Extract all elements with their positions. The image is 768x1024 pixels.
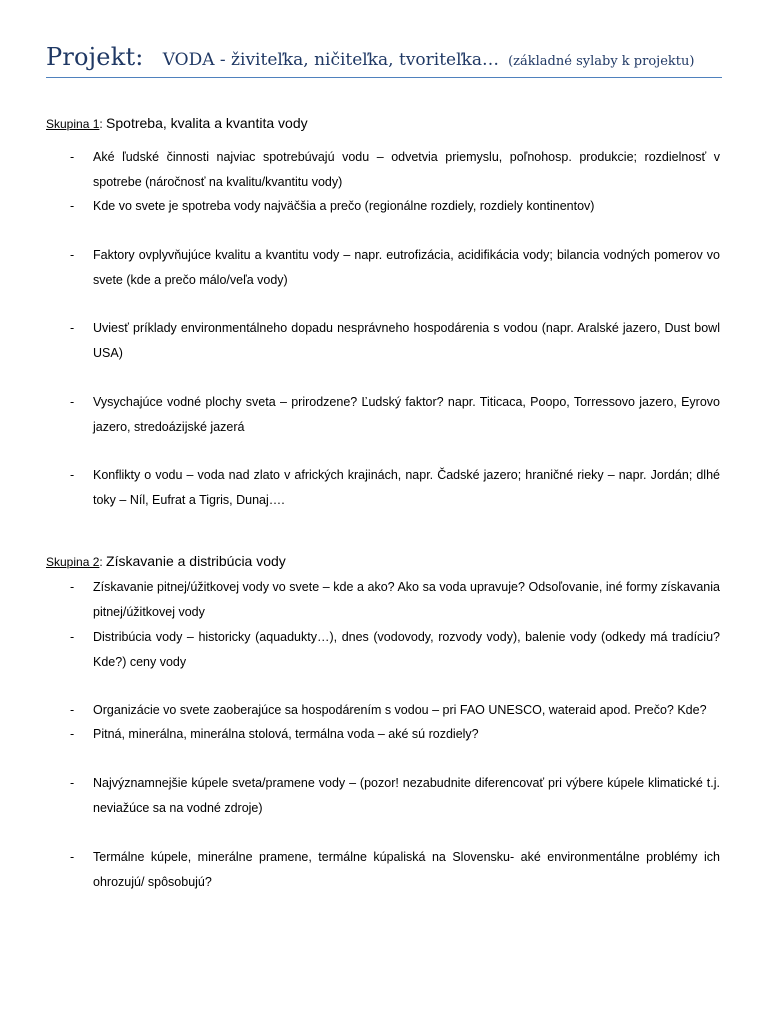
list-item-text: Získavanie pitnej/úžitkovej vody vo svete – kde a ako? Ako sa voda upravuje? Odsoľovanie, iné formy získavania pitnej/úžitkovej vody [93,580,720,619]
list-item [70,390,720,439]
bullet-dash: - [70,395,75,409]
group-1-separator: : [99,117,107,131]
bullet-dash: - [70,321,75,335]
group-2-heading [46,553,286,571]
list-item-text: Konflikty o vodu – voda nad zlato v afrických krajinách, napr. Čadské jazero; hraničné rieky – napr. Jordán; dlhé toky – Níl, Eufrat a Tigris, Dunaj…. [93,468,720,507]
list-item-text: Vysychajúce vodné plochy sveta – prirodzene? Ľudský faktor? napr. Titicaca, Poopo, Torressovo jazero, Eyrovo jazero, stredoázijské jazerá [93,395,720,434]
group-1-label: Skupina 1 [46,117,100,131]
list-item [70,243,720,292]
list-item [70,316,720,365]
bullet-dash: - [70,248,75,262]
list-item [70,845,720,894]
page-title [46,43,722,71]
group-2-title: Získavanie a distribúcia vody [106,553,286,569]
list-item [70,698,720,723]
list-item-text: Organizácie vo svete zaoberajúce sa hospodárením s vodou – pri FAO UNESCO, wateraid apod. Prečo? Kde? [93,703,707,717]
list-item [70,194,720,219]
list-item [70,575,720,624]
bullet-dash: - [70,199,75,213]
bullet-dash: - [70,580,75,594]
list-item [70,145,720,194]
group-1-title: Spotreba, kvalita a kvantita vody [106,115,308,131]
project-subtitle: (základné sylaby k projektu) [508,54,695,69]
bullet-dash: - [70,776,75,790]
list-item-text: Pitná, minerálna, minerálna stolová, termálna voda – aké sú rozdiely? [93,727,479,741]
bullet-dash: - [70,850,75,864]
list-item-text: Uviesť príklady environmentálneho dopadu nesprávneho hospodárenia s vodou (napr. Aralské jazero, Dust bowl USA) [93,321,720,360]
group-1-heading [46,115,308,133]
title-underline [46,77,722,78]
list-item [70,625,720,674]
bullet-dash: - [70,630,75,644]
project-label: Projekt: [46,43,144,71]
group-2-label: Skupina 2 [46,555,100,569]
bullet-dash: - [70,727,75,741]
list-item [70,722,720,747]
list-item-text: Termálne kúpele, minerálne pramene, termálne kúpaliská na Slovensku- aké environmentálne problémy ich ohrozujú/ spôsobujú? [93,850,720,889]
list-item-text: Distribúcia vody – historicky (aquadukty…), dnes (vodovody, rozvody vody), balenie vody (odkedy má tradíciu? Kde?) ceny vody [93,630,720,669]
list-item-text: Aké ľudské činnosti najviac spotrebúvajú vodu – odvetvia priemyslu, poľnohosp. produkcie; rozdielnosť v spotrebe (náročnosť na kvalitu/kvantitu vody) [93,150,720,189]
bullet-dash: - [70,468,75,482]
group-2-separator: : [99,555,107,569]
list-item-text: Najvýznamnejšie kúpele sveta/pramene vody – (pozor! nezabudnite diferencovať pri výbere kúpele klimatické t.j. neviažúce sa na vodné zdroje) [93,776,720,815]
list-item-text: Faktory ovplyvňujúce kvalitu a kvantitu vody – napr. eutrofizácia, acidifikácia vody; bilancia vodných pomerov vo svete (kde a prečo málo/veľa vody) [93,248,720,287]
list-item [70,771,720,820]
project-title: VODA - živiteľka, ničiteľka, tvoriteľka… [162,50,499,70]
bullet-dash: - [70,703,75,717]
list-item [70,463,720,512]
list-item-text: Kde vo svete je spotreba vody najväčšia a prečo (regionálne rozdiely, rozdiely kontinentov) [93,199,595,213]
bullet-dash: - [70,150,75,164]
